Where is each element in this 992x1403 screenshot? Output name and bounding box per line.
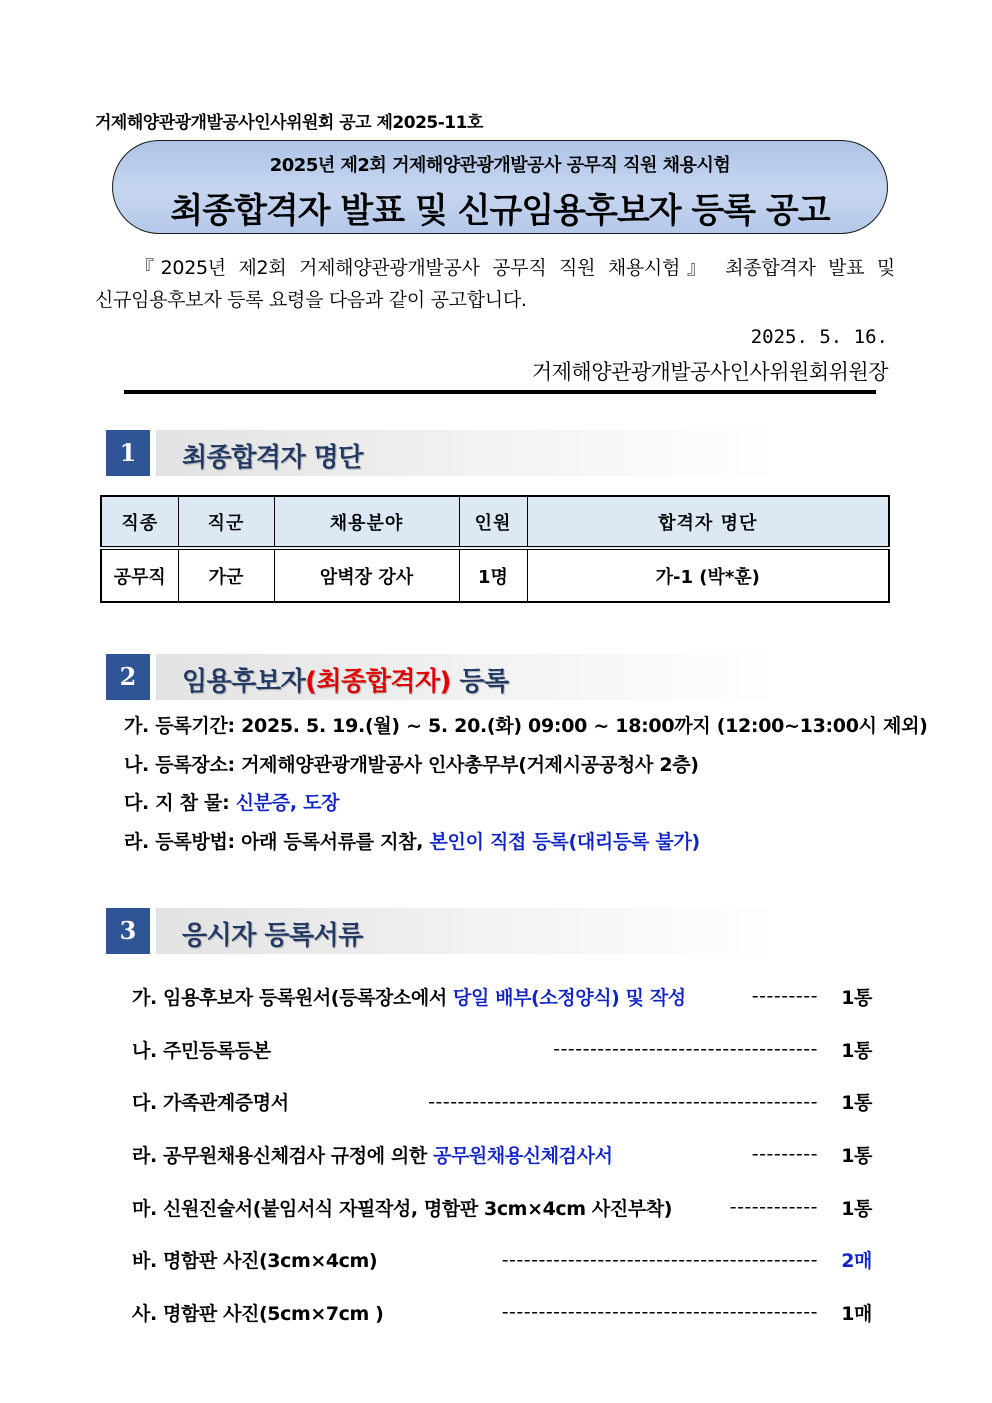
list-item [132,1128,872,1181]
result-table [100,495,890,603]
table-header-row [101,496,889,548]
document-quantity: 1통 [841,986,872,1009]
document-label: 마. 신원진술서(붙임서식 자필작성, 명함판 3cm×4cm 사진부착) [132,1197,672,1220]
registration-place: 나. 등록장소: 거제해양관광개발공사 인사총무부(거제시공공청사 2층) [124,753,699,776]
documents-list [132,970,872,1339]
section-3-number: 3 [106,908,150,954]
table-row [101,548,889,602]
list-item [132,1023,872,1076]
header-cell-names: 합격자 명단 [527,496,889,548]
document-quantity: 1통 [841,1092,872,1115]
title-subtitle: 2025년 제2회 거제해양관광개발공사 공무직 직원 채용시험 [269,155,731,176]
section-3-title: 응시자 등록서류 [182,921,363,951]
dash-leader: ------------------------------------------- [501,1248,818,1271]
document-label: 가. 임용후보자 등록원서(등록장소에서 [132,986,454,1009]
registration-period: 가. 등록기간: 2025. 5. 19.(월) ~ 5. 20.(화) 09:00 ~ 18:00까지 (12:00~13:00시 제외) [124,715,928,737]
method-label: 라. 등록방법: 아래 등록서류를 지참, [124,830,430,853]
registration-list [124,707,928,861]
list-item [132,1075,872,1128]
intro-line-1: 『2025년 제2회 거제해양관광개발공사 공무직 직원 채용시험』 최종합격자 발표 및 [135,257,895,279]
document-label: 바. 명함판 사진(3cm×4cm) [132,1250,378,1273]
list-item [132,970,872,1023]
document-quantity: 1통 [841,1144,872,1167]
header-cell-job-group: 직군 [178,496,274,548]
cell-job-type: 공무직 [101,548,178,602]
dash-leader: --------- [751,1143,818,1166]
items-value: 신분증, 도장 [235,792,340,814]
section-2-title-post: 등록 [450,667,509,697]
page-title: 최종합격자 발표 및 신규임용후보자 등록 공고 [170,191,830,231]
section-1-title: 최종합격자 명단 [182,443,363,473]
dash-leader: --------- [751,985,818,1008]
document-quantity: 1통 [841,1197,872,1220]
registration-items [124,784,914,823]
dash-leader: ------------ [729,1196,818,1219]
items-label: 다. 지 참 물: [124,792,236,814]
section-1-number: 1 [106,430,150,476]
dash-leader: ----------------------------------------------------- [428,1090,818,1113]
section-2-title [182,661,509,698]
document-quantity: 1매 [841,1302,872,1325]
header-cell-count: 인원 [459,496,527,548]
cell-count: 1명 [459,548,527,602]
document-label: 다. 가족관계증명서 [132,1092,289,1115]
method-value: 본인이 직접 등록(대리등록 불가) [429,830,700,853]
notice-number: 거제해양관광개발공사인사위원회 공고 제2025-11호 [95,113,483,133]
document-label: 라. 공무원채용신체검사 규정에 의한 [132,1144,433,1167]
document-label: 나. 주민등록등본 [132,1039,271,1062]
document-highlight: 당일 배부(소정양식) 및 작성 [453,986,686,1009]
cell-job-group: 가군 [178,548,274,602]
registration-method [124,823,914,862]
dash-leader: ------------------------------------ [553,1038,818,1061]
section-3-header [106,908,778,954]
section-2-title-pre: 임용후보자 [182,667,306,697]
document-label: 사. 명함판 사진(5cm×7cm ) [132,1302,384,1325]
list-item [132,1286,872,1339]
document-quantity: 1통 [841,1039,872,1062]
cell-names: 가-1 (박*훈) [527,548,889,602]
document-highlight: 공무원채용신체검사서 [433,1144,613,1167]
notice-date: 2025. 5. 16. [750,326,888,348]
header-cell-field: 채용분야 [274,496,459,548]
signer: 거제해양관광개발공사인사위원회위원장 [531,360,888,384]
section-2-number: 2 [106,654,150,700]
list-item [132,1233,872,1286]
section-1-header [106,430,778,476]
list-item [132,1181,872,1234]
cell-field: 암벽장 강사 [274,548,459,602]
intro-line-2: 신규임용후보자 등록 요령을 다음과 같이 공고합니다. [95,289,527,311]
title-box [112,140,888,234]
document-quantity: 2매 [841,1250,872,1273]
divider [124,390,876,394]
header-cell-job-type: 직종 [101,496,178,548]
intro-paragraph [95,252,895,316]
section-2-title-red: (최종합격자) [305,667,451,697]
section-2-header [106,654,778,700]
dash-leader: ------------------------------------------- [501,1301,818,1324]
